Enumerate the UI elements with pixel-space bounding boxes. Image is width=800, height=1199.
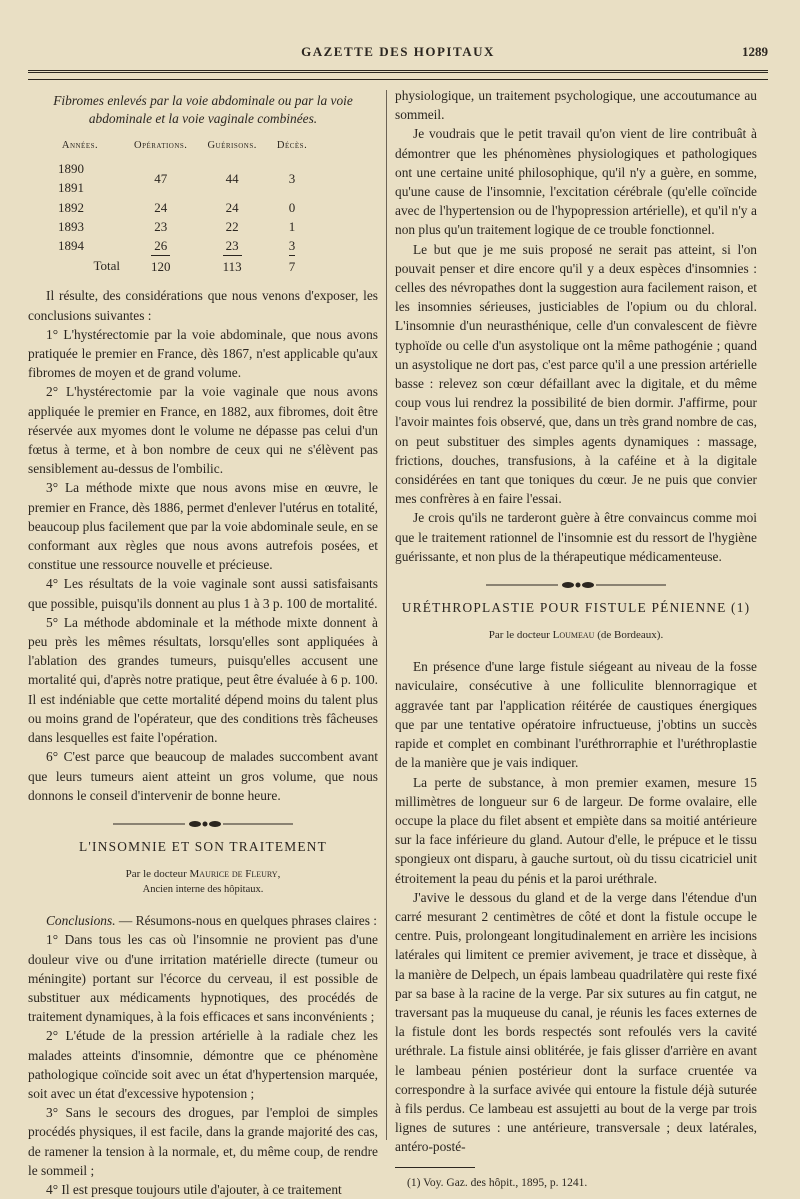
page-number: 1289 bbox=[742, 44, 768, 59]
table-row bbox=[36, 159, 317, 197]
operations-cell: 23 bbox=[154, 218, 168, 234]
section-title: URÉTHROPLASTIE POUR FISTULE PÉNIENNE (1) bbox=[401, 600, 751, 616]
paragraph: 1° Dans tous les cas où l'insomnie ne provient pas d'une douleur vive ou d'une irritation matérielle directe (tumeur ou méningite) portant sur l'écorce du cerveau, il est possible de substituer aux médicaments hypnotiques, des procédés de traitement dynamiques, à la fois efficaces et sans inconvénients ; bbox=[28, 932, 378, 1025]
paragraph: Il résulte, des considérations que nous venons d'exposer, les conclusions suivantes : bbox=[28, 288, 378, 323]
journal-title: GAZETTE DES HOPITAUX bbox=[301, 44, 495, 59]
col-header-guerisons: Guérisons. bbox=[207, 140, 257, 151]
total-label: Total bbox=[93, 258, 120, 274]
fibromes-table bbox=[36, 136, 317, 276]
paragraph: 2° L'étude de la pression artérielle à la radiale chez les malades atteints d'insomnie, démontre que ce phénomène pathologique coïncide soit avec un état d'hypertension marquée, soit avec un état d'excessive hypotension ; bbox=[28, 1028, 378, 1101]
section-title: L'INSOMNIE ET SON TRAITEMENT bbox=[79, 838, 327, 854]
paragraph: Conclusions. — Résumons-nous en quelques phrases claires : bbox=[46, 913, 378, 929]
paragraph: 6° C'est parce que beaucoup de malades succombent avant que leurs tumeurs aient atteint un gros volume, que nous donnons le conseil d'intervenir de bonne heure. bbox=[28, 749, 378, 803]
operations-cell: 47 bbox=[154, 170, 168, 186]
table-row bbox=[36, 217, 317, 236]
paragraph: 3° La méthode mixte que nous avons mise en œuvre, le premier en France, dès 1886, permet d'enlever l'utérus en totalité, beaucoup plus facilement que par la voie abdominale seule, en se conformant aux règles que nous avons autrefois posées, et constitue une ressource nouvelle et précieuse. bbox=[28, 480, 378, 573]
paragraph: 1° L'hystérectomie par la voie abdominale, que nous avons pratiquée le premier en France, dès 1867, n'est applicable qu'aux fibromes de moyen et de grand volume. bbox=[28, 326, 378, 381]
year-cell: 1890 1891 bbox=[58, 161, 84, 196]
col-header-operations: Opérations. bbox=[134, 140, 188, 151]
total-operations: 120 bbox=[124, 255, 197, 276]
guerisons-cell: 24 bbox=[225, 199, 239, 215]
byline: Par le docteur Loumeau (de Bordeaux). bbox=[488, 629, 664, 642]
paragraph: 3° Sans le secours des drogues, par l'emploi de simples procédés physiques, il est facile, dans la grande majorité des cas, de ramener la tension à la normale, et, du même coup, de rendre le sommeil ; bbox=[28, 1105, 378, 1178]
table-row bbox=[36, 198, 317, 217]
guerisons-cell: 23 bbox=[225, 238, 239, 254]
paragraph: En présence d'une large fistule siégeant au niveau de la fosse naviculaire, consécutive à une folliculite blennorragique et aggravée tant par l'application réitérée de caustiques énergiques que par une tentative opératoire infructueuse, j'obtins un succès rapide et complet en combinant l'uréthrorraphie et l'uréthroplastie de la manière que je vais indiquer. bbox=[395, 659, 757, 771]
paragraph: 5° La méthode abdominale et la méthode mixte donnent à peu près les mêmes résultats, lorsqu'elles sont appliquées à l'ablation des grandes tumeurs, puisqu'elles accusent une mortalité qui, d'après notre pratique, peut être évaluée à 6 p. 100. Il est indéniable que cette mortalité dépend moins du talent plus ou moins grand de l'opérateur, que des conditions très fâcheuses dans lesquelles est faite l'opération. bbox=[28, 614, 378, 746]
section-ornament bbox=[395, 576, 757, 590]
paragraph: Le but que je me suis proposé ne serait pas atteint, si l'on pouvait penser et dire encore qu'il y a deux espèces d'insomnies : celles des névropathes dont la suggestion aura facilement raison, et les insomnies sérieuses, justiciables de l'opium ou du chloral. L'insomnie d'un neurasthénique, celle d'un convalescent de fièvre typhoïde ou celle d'un asystolique ont la même pathogénie ; quand un asystolique ne dort pas, c'est parce qu'il a une pression artérielle basse : relevez son cœur défaillant avec la digitale, et du même coup vous lui rendrez la possibilité de bien dormir. J'affirme, pour l'avoir maintes fois observé, que, dans un très grand nombre de cas, on peut substituer des simples agents dynamiques : massage, frictions, douches, transfusions, à la caféine et à la digitale considérées en tant que toniques du cœur. Je ne puis que convier mes confrères à en faire l'essai. bbox=[395, 241, 757, 507]
deces-cell: 3 bbox=[288, 170, 296, 186]
guerisons-cell: 22 bbox=[225, 218, 239, 234]
table-total-row bbox=[36, 255, 317, 276]
year-cell: 1894 bbox=[58, 238, 84, 254]
table-header-row bbox=[36, 136, 317, 159]
page-header bbox=[28, 44, 768, 66]
header-rule-thin bbox=[28, 79, 768, 80]
guerisons-cell: 44 bbox=[225, 170, 239, 186]
paragraph: 4° Il est presque toujours utile d'ajouter, à ce traitement bbox=[46, 1181, 342, 1197]
col-header-deces: Décès. bbox=[276, 140, 308, 151]
year-cell: 1893 bbox=[58, 218, 84, 234]
right-column bbox=[395, 86, 757, 1193]
paragraph: Je voudrais que le petit travail qu'on vient de lire contribuât à démontrer que les phénomènes physiologiques et pathologiques ont une certaine unité philosophique, qu'il n'y a guère, en somme, qu'une cause de l'insomnie, l'excitation cérébrale (qu'elle coïncide avec de l'hypertension ou de l'hypopression artérielle), et qu'il n'y a non plus qu'un traitement logique de ce trouble fonctionnel. bbox=[395, 126, 757, 238]
paragraph: physiologique, un traitement psychologique, une accoutumance au sommeil. bbox=[395, 88, 757, 123]
column-separator bbox=[386, 90, 387, 1140]
deces-cell: 0 bbox=[288, 199, 296, 215]
year-cell: 1892 bbox=[58, 199, 84, 215]
paragraph: Je crois qu'ils ne tarderont guère à être convaincus comme moi que le traitement rationnel de l'insomnie est du ressort de l'hygiène guérissante, et non plus de la thérapeutique médicamenteuse. bbox=[395, 510, 757, 564]
byline-subtitle: Ancien interne des hôpitaux. bbox=[142, 884, 264, 896]
left-column bbox=[28, 86, 378, 1199]
operations-cell: 24 bbox=[154, 199, 168, 215]
operations-cell: 26 bbox=[154, 238, 168, 254]
total-deces: 7 bbox=[267, 255, 317, 276]
paragraph: 4° Les résultats de la voie vaginale sont aussi satisfaisants que possible, puisqu'ils donnent au plus 1 à 3 p. 100 de mortalité. bbox=[28, 576, 378, 611]
paragraph: La perte de substance, à mon premier examen, mesure 15 millimètres de longueur sur 6 de largeur. De forme ovalaire, elle occupe la place du filet absent et empiète dans sa moitié antérieure sur la face inférieure du gland. Autour d'elle, le prépuce et le tissu spongieux ont disparu, à gauche surtout, où du tissu cicatriciel unit étroitement la peau du pénis et la paroi uréthrale. bbox=[395, 774, 757, 886]
total-guerisons: 113 bbox=[197, 255, 266, 276]
section-ornament bbox=[28, 815, 378, 829]
footnote-rule bbox=[395, 1167, 475, 1168]
deces-cell: 3 bbox=[288, 238, 296, 254]
header-rule bbox=[28, 70, 768, 73]
paragraph: J'avive le dessous du gland et de la verge dans l'étendue d'un carré mesurant 2 centimètres de côté et dont la fistule occupe le centre. Puis, prolongeant longitudinalement en arrière les incisions latérales qui limitent ce premier avivement, je trace et dissèque, à la manière de Delpech, un épais lambeau quadrilatère qui reste fixé par sa base à la racine de la verge. Par six sutures au fin catgut, ne traversant pas la muqueuse du canal, je réunis les faces externes de la fistule dont les bords respectés sont refoulés vers la cavité uréthrale. La fistule ainsi oblitérée, je fais glisser d'arrière en avant le lambeau pénien postérieur dont la surface cruentée va correspondre à la surface avivée qui entoure la fistule déjà suturée à fils perdus. Ce lambeau est assujetti au bout de la verge par trois lignes de sutures : une antérieure, transversale ; deux latérales, antéro-posté- bbox=[395, 889, 757, 1155]
table-row bbox=[36, 236, 317, 255]
footnote: (1) Voy. Gaz. des hôpit., 1895, p. 1241. bbox=[407, 1176, 588, 1189]
table-title: Fibromes enlevés par la voie abdominale ou par la voie abdominale et la voie vaginale combinées. bbox=[53, 93, 353, 126]
paragraph: 2° L'hystérectomie par la voie vaginale que nous avons appliquée le premier en France, en 1882, aux fibromes, doit être réservée aux myomes dont le volume ne dépasse pas celui d'un fœtus à terme, et à bon nombre de ceux qui ne s'élèvent pas sensiblement au-dessus de l'ombilic. bbox=[28, 384, 378, 477]
deces-cell: 1 bbox=[288, 218, 296, 234]
byline: Par le docteur Maurice de Fleury, bbox=[125, 868, 281, 881]
col-header-years: Années. bbox=[61, 140, 99, 151]
